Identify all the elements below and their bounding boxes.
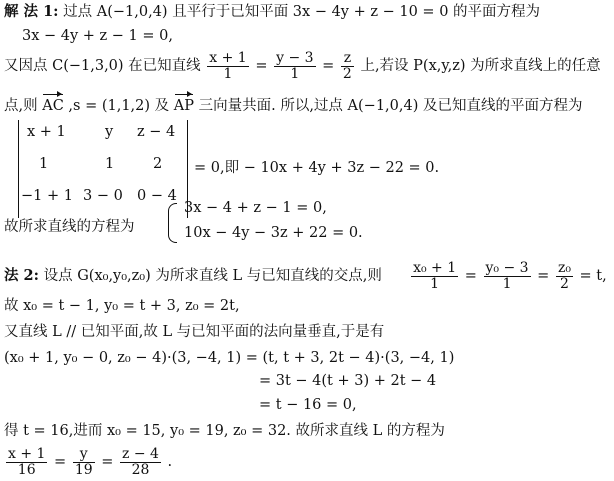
- method2-line3: 又直线 L // 已知平面,故 L 与已知平面的法向量垂直,于是有: [4, 324, 385, 340]
- final-fraction-z: $\frac{z - 4}{28}$: [122, 445, 159, 478]
- method1-text-1: 过点 A(−1,0,4) 且平行于已知平面 3x − 4y + z − 10 = 0 的平面方程为: [63, 4, 541, 20]
- final-fraction-y: $\frac{y}{19}$: [74, 445, 93, 478]
- final-fraction-x: $\frac{x + 1}{16}$: [8, 445, 46, 478]
- fraction-y0-minus-3: $\frac{\text{y₀ − 3}}{1}$: [485, 259, 529, 292]
- equals-sign: =: [101, 454, 114, 470]
- fraction-x-plus-1: $\frac{x + 1}{1}$: [209, 49, 247, 82]
- method1-text-4b: ,s = (1,1,2) 及: [68, 98, 170, 114]
- method1-text-4a: 点,则: [4, 98, 38, 114]
- det-r2c3: 2: [153, 156, 163, 172]
- method2-line7: 得 t = 16,进而 x₀ = 15, y₀ = 19, z₀ = 32. 故所求直线 L 的方程为: [4, 423, 445, 439]
- det-r1c1: x + 1: [27, 124, 66, 140]
- equals-sign: =: [464, 268, 477, 284]
- det-r3c2: 3 − 0: [83, 188, 123, 204]
- det-r2c1: 1: [39, 156, 49, 172]
- fraction-z0-over-2: $\frac{\text{z₀}}{2}$: [557, 259, 571, 292]
- final-equation: [4, 446, 172, 478]
- system-eq-2: 10x − 4y − 3z + 22 = 0.: [184, 225, 363, 241]
- fraction-y-minus-3: $\frac{y - 3}{1}$: [276, 49, 314, 82]
- det-r1c2: y: [105, 124, 114, 140]
- equals-t: = t,: [579, 268, 607, 284]
- det-r3c3: 0 − 4: [137, 188, 177, 204]
- equals-sign: =: [537, 268, 550, 284]
- period: .: [167, 454, 173, 470]
- method1-text-3a: 又因点 C(−1,3,0) 在已知直线: [4, 58, 201, 74]
- method1-line4: [4, 96, 582, 116]
- det-r1c3: z − 4: [137, 124, 176, 140]
- method1-line3: [4, 49, 601, 83]
- det-r2c2: 1: [105, 156, 115, 172]
- fraction-x0-plus-1: $\frac{\text{x₀ + 1}}{1}$: [413, 259, 457, 292]
- fraction-z-over-2: $\frac{z}{2}$: [342, 49, 352, 82]
- method2-line2: 故 x₀ = t − 1, y₀ = t + 3, z₀ = 2t,: [4, 298, 240, 314]
- equals-sign: =: [255, 58, 268, 74]
- method2-line6: = t − 16 = 0,: [259, 397, 357, 413]
- determinant: [18, 120, 188, 218]
- det-r3c1: −1 + 1: [21, 188, 73, 204]
- method1-line2: 3x − 4y + z − 1 = 0,: [22, 28, 173, 44]
- method2-line4: (x₀ + 1, y₀ − 0, z₀ − 4)·(3, −4, 1) = (t, t + 3, 2t − 4)·(3, −4, 1): [4, 350, 455, 366]
- method1-label: 解 法 1:: [4, 3, 59, 20]
- method2-line5: = 3t − 4(t + 3) + 2t − 4: [259, 373, 437, 389]
- method1-line5: 故所求直线的方程为: [4, 219, 135, 235]
- system-eq-1: 3x − 4 + z − 1 = 0,: [184, 200, 327, 216]
- method1-text-4c: 三向量共面. 所以,过点 A(−1,0,4) 及已知直线的平面方程为: [198, 98, 583, 114]
- determinant-result: = 0,即 − 10x + 4y + 3z − 22 = 0.: [194, 160, 440, 176]
- equals-sign: =: [54, 454, 67, 470]
- method2-line1: [4, 260, 607, 292]
- method1-line1: [4, 2, 540, 22]
- method2-text-1: 设点 G(x₀,y₀,z₀) 为所求直线 L 与已知直线的交点,则: [43, 268, 382, 284]
- vector-ap: AP: [173, 98, 194, 114]
- method2-label: 法 2:: [4, 267, 39, 284]
- vector-ac: AC: [42, 98, 64, 114]
- method1-text-3b: 上,若设 P(x,y,z) 为所求直线上的任意: [360, 58, 601, 74]
- equals-sign: =: [322, 58, 335, 74]
- system-brace: [168, 203, 177, 243]
